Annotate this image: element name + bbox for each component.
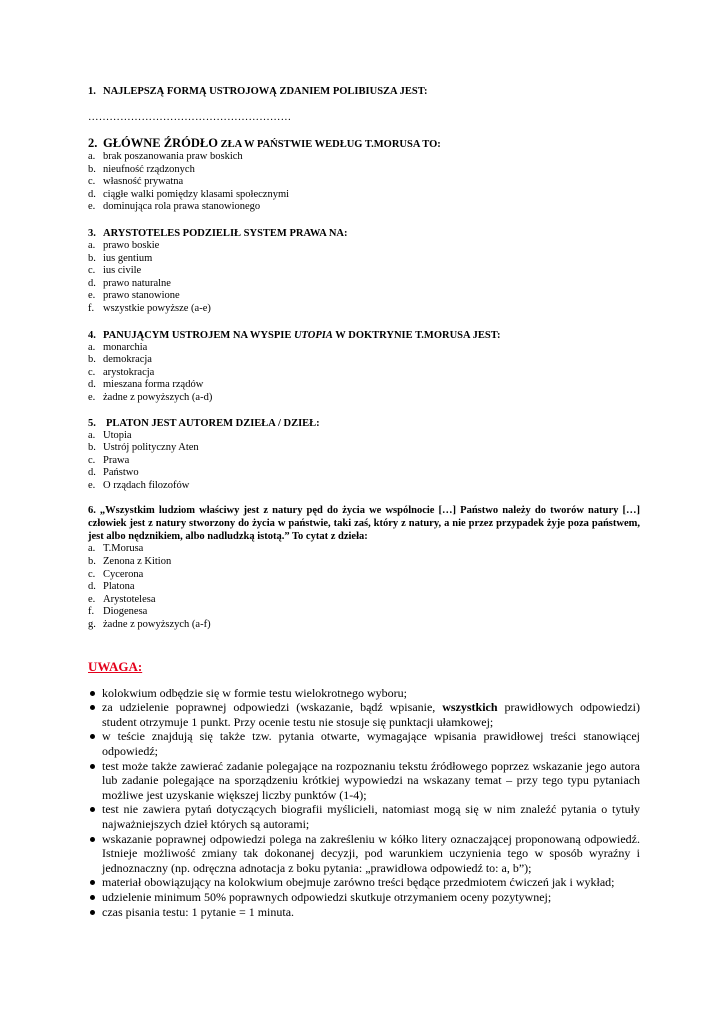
notice-text-part-a: za udzielenie poprawnej odpowiedzi (wskazanie, bądź wpisanie, xyxy=(102,700,443,715)
option-text: arystokracja xyxy=(103,366,155,378)
option-item[interactable] xyxy=(88,265,640,278)
question-title-large: GŁÓWNE ŹRÓDŁO xyxy=(103,136,218,150)
option-letter: f. xyxy=(88,302,95,314)
option-text: Zenona z Kition xyxy=(103,556,172,568)
option-item[interactable] xyxy=(88,176,640,189)
option-item[interactable] xyxy=(88,290,640,303)
option-letter: a. xyxy=(88,151,96,162)
notice-item xyxy=(88,729,640,758)
option-text: nieufność rządzonych xyxy=(103,163,195,175)
notice-item xyxy=(88,802,640,831)
bullet-icon xyxy=(88,700,102,729)
question-title: NAJLEPSZĄ FORMĄ USTROJOWĄ ZDANIEM POLIBIUSZA JEST: xyxy=(103,86,428,97)
option-text: prawo naturalne xyxy=(103,277,171,289)
question-5 xyxy=(88,417,640,493)
option-item[interactable] xyxy=(88,455,640,468)
question-title: PLATON JEST AUTOREM DZIEŁA / DZIEŁ: xyxy=(106,417,320,429)
option-letter: c. xyxy=(88,454,96,466)
bullet-icon xyxy=(88,890,102,905)
option-item[interactable] xyxy=(88,569,640,582)
question-1 xyxy=(88,85,640,124)
question-6-quote xyxy=(88,504,640,543)
options-list xyxy=(88,543,640,631)
option-text: własność prywatna xyxy=(103,176,184,188)
option-text: żadne z powyższych (a-f) xyxy=(103,619,211,631)
question-4-heading xyxy=(88,329,640,342)
notice-text: test nie zawiera pytań dotyczących biografii myślicieli, natomiast mogą się w nim znaleźć pytania o tytuły najważniejszych dzieł których są autorami; xyxy=(102,802,640,831)
option-text: brak poszanowania praw boskich xyxy=(103,151,243,162)
question-3-heading xyxy=(88,227,640,240)
notice-item xyxy=(88,890,640,905)
question-title-italic: UTOPIA xyxy=(293,329,333,341)
option-letter: b. xyxy=(88,442,96,454)
bullet-icon xyxy=(88,729,102,758)
option-text: T.Morusa xyxy=(103,543,144,555)
option-text: monarchia xyxy=(103,341,148,353)
option-text: żadne z powyższych (a-d) xyxy=(103,391,213,403)
option-text: ius gentium xyxy=(103,252,153,264)
option-letter: d. xyxy=(88,379,96,391)
option-letter: g. xyxy=(88,619,96,631)
question-3 xyxy=(88,227,640,316)
question-4 xyxy=(88,329,640,405)
option-item[interactable] xyxy=(88,342,640,355)
options-list xyxy=(88,342,640,405)
quote-text: „Wszystkim ludziom właściwy jest z natury pęd do życia we wspólnocie […] Państwo należy do tworów natury […] człowiek jest z natury stworzony do życia w państwie, taki zaś, który z natury, a nie przez przypadek żyje poza państwem, jest albo nędznikiem, albo nadludzką istotą.” To cytat z dzieła: xyxy=(88,505,640,543)
question-title-rest: ZŁA W PAŃSTWIE WEDŁUG T.MORUSA TO: xyxy=(217,139,441,150)
document-page xyxy=(88,85,640,919)
bullet-icon xyxy=(88,832,102,876)
option-text: Utopia xyxy=(103,429,132,441)
notice-list xyxy=(88,686,640,920)
option-letter: e. xyxy=(88,290,96,302)
option-text: Cycerona xyxy=(103,568,144,580)
question-number: 2. xyxy=(88,136,98,150)
option-letter: e. xyxy=(88,391,96,403)
notice-text: wskazanie poprawnej odpowiedzi polega na zakreśleniu w kółko litery oznaczającej proponowaną odpowiedź. Istnieje możliwość zmiany tak dokonanej decyzji, pod warunkiem uczynienia tego w sposób wyraźny i jednoznaczny (np. odręczna adnotacja z boku pytania: „prawidłowa odpowiedź to: a, b”); xyxy=(102,831,640,875)
option-item[interactable] xyxy=(88,430,640,443)
option-text: ius civile xyxy=(103,265,142,277)
question-title-part-b: W DOKTRYNIE T.MORUSA JEST: xyxy=(332,329,501,341)
answer-blank-line[interactable]: ………………………………………………… xyxy=(88,112,292,123)
question-title: ARYSTOTELES PODZIELIŁ SYSTEM PRAWA NA: xyxy=(103,227,348,239)
options-list xyxy=(88,151,640,214)
option-letter: e. xyxy=(88,201,96,213)
option-letter: c. xyxy=(88,366,96,378)
notice-text: udzielenie minimum 50% poprawnych odpowiedzi skutkuje otrzymaniem oceny pozytywnej; xyxy=(102,889,552,904)
notice-text: czas pisania testu: 1 pytanie = 1 minuta. xyxy=(102,904,295,919)
question-title xyxy=(103,329,500,342)
option-item[interactable] xyxy=(88,467,640,480)
option-letter: a. xyxy=(88,341,96,353)
option-text: Arystotelesa xyxy=(103,593,156,605)
option-letter: d. xyxy=(88,188,96,200)
option-letter: e. xyxy=(88,593,96,605)
option-item[interactable] xyxy=(88,201,640,214)
option-item[interactable] xyxy=(88,354,640,367)
notice-item xyxy=(88,832,640,876)
bullet-icon xyxy=(88,875,102,890)
option-letter: d. xyxy=(88,581,96,593)
option-text: Prawa xyxy=(103,454,130,466)
option-item[interactable] xyxy=(88,581,640,594)
question-number: 4. xyxy=(88,329,96,341)
option-letter: d. xyxy=(88,277,96,289)
option-letter: f. xyxy=(88,606,95,618)
option-item[interactable] xyxy=(88,367,640,380)
option-letter: b. xyxy=(88,354,96,366)
option-letter: c. xyxy=(88,265,96,277)
option-text: Ustrój polityczny Aten xyxy=(103,442,199,454)
option-letter: b. xyxy=(88,163,96,175)
option-item[interactable] xyxy=(88,594,640,607)
notice-item xyxy=(88,905,640,920)
option-item[interactable] xyxy=(88,189,640,202)
option-text: mieszana forma rządów xyxy=(103,379,204,391)
option-text: demokracja xyxy=(103,354,152,366)
notice-text: kolokwium odbędzie się w formie testu wielokrotnego wyboru; xyxy=(102,685,407,700)
option-letter: b. xyxy=(88,556,96,568)
notice-item xyxy=(88,875,640,890)
bullet-icon xyxy=(88,905,102,920)
notice-item xyxy=(88,686,640,701)
question-2-heading xyxy=(88,137,640,151)
option-letter: c. xyxy=(88,568,96,580)
notice-text-bold: wszystkich xyxy=(442,700,498,715)
question-title xyxy=(103,137,441,151)
notice-text: w teście znajdują się także tzw. pytania otwarte, wymagające wpisania prawidłowej treści stanowiącej odpowiedź; xyxy=(102,729,640,758)
option-letter: e. xyxy=(88,479,96,491)
option-text: Platona xyxy=(103,581,135,593)
bullet-icon xyxy=(88,802,102,831)
question-number: 3. xyxy=(88,227,96,239)
question-number: 5. xyxy=(88,417,96,429)
notice-heading: UWAGA: xyxy=(88,658,143,674)
option-text: Państwo xyxy=(103,467,139,479)
option-item[interactable] xyxy=(88,151,640,164)
option-text: dominująca rola prawa stanowionego xyxy=(103,201,261,213)
notice-text-part-b: prawidłowych odpowiedzi) student otrzymuje 1 punkt. Przy ocenie testu nie stosuje się punktacji ułamkowej; xyxy=(102,700,641,729)
option-letter: d. xyxy=(88,467,96,479)
notice-text: test może także zawierać zadanie polegające na rozpoznaniu tekstu źródłowego poprzez wskazanie jego autora lub zadanie polegające na sporządzeniu krótkiej wypowiedzi na wskazany temat – przy tego typu pytaniach możliwe jest uzyskanie większej liczby punktów (1-4); xyxy=(102,758,640,802)
option-item[interactable] xyxy=(88,543,640,556)
notice-item xyxy=(88,700,640,729)
question-2 xyxy=(88,137,640,214)
options-list xyxy=(88,240,640,316)
option-text: O rządach filozofów xyxy=(103,479,190,491)
option-item[interactable] xyxy=(88,442,640,455)
option-item[interactable] xyxy=(88,253,640,266)
option-item[interactable] xyxy=(88,379,640,392)
option-item[interactable] xyxy=(88,240,640,253)
option-text: Diogenesa xyxy=(103,606,148,618)
option-item[interactable] xyxy=(88,480,640,493)
option-item[interactable] xyxy=(88,556,640,569)
option-letter: c. xyxy=(88,176,96,188)
option-letter: a. xyxy=(88,429,96,441)
option-letter: b. xyxy=(88,252,96,264)
option-text: wszystkie powyższe (a-e) xyxy=(103,302,211,314)
option-item[interactable] xyxy=(88,392,640,405)
option-letter: a. xyxy=(88,239,96,251)
notice-text xyxy=(102,700,640,729)
question-number: 1. xyxy=(88,86,96,97)
question-5-heading xyxy=(88,417,640,430)
notice-item xyxy=(88,759,640,803)
options-list xyxy=(88,430,640,493)
option-text: prawo stanowione xyxy=(103,290,180,302)
notice-text: materiał obowiązujący na kolokwium obejmuje zarówno treści będące przedmiotem ćwiczeń jak i wykład; xyxy=(102,875,615,890)
bullet-icon xyxy=(88,686,102,701)
option-item[interactable] xyxy=(88,619,640,632)
option-item[interactable] xyxy=(88,606,640,619)
option-letter: a. xyxy=(88,543,96,555)
option-text: prawo boskie xyxy=(103,239,160,251)
bullet-icon xyxy=(88,759,102,803)
option-text: ciągłe walki pomiędzy klasami społecznymi xyxy=(103,188,290,200)
question-title-part-a: PANUJĄCYM USTROJEM NA WYSPIE xyxy=(103,329,294,341)
question-1-heading xyxy=(88,85,640,98)
option-item[interactable] xyxy=(88,278,640,291)
option-item[interactable] xyxy=(88,164,640,177)
option-item[interactable] xyxy=(88,303,640,316)
question-6 xyxy=(88,504,640,631)
question-number: 6. xyxy=(88,505,96,517)
